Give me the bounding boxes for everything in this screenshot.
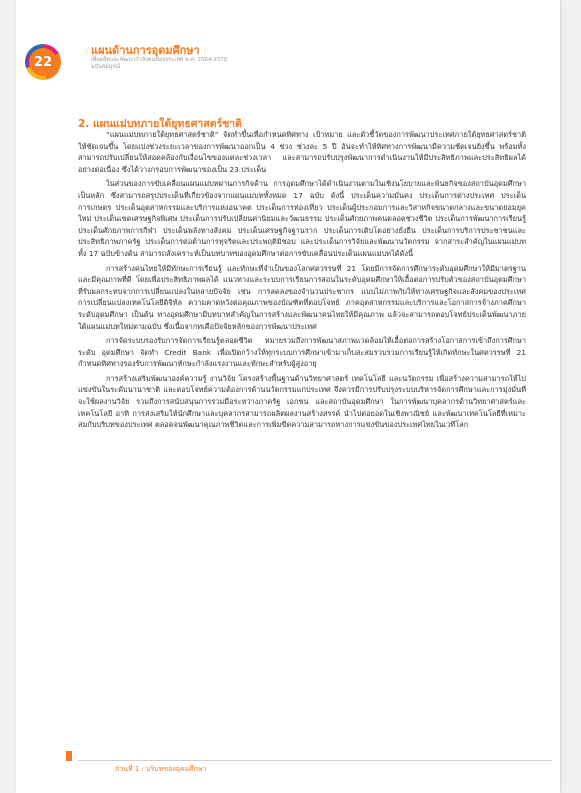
header-subtitle-line2: ฉบับสมบูรณ์ <box>91 64 121 70</box>
paragraph: การสร้างคนไทยให้มีทักษะการเรียนรู้ และทักษะที่จำเป็นของโลกศตวรรษที่ 21 โดยมีการจัดการศึกษาระดับอุดมศึกษาให้มีมาตรฐานและมีคุณภาพที่ดี โดยเพื่อประสิทธิภาพผลได้ แนวทางและระบบการเรียนการสอนในระดับอุดมศึกษาให้เอื้อต่อการปรับตัวของสถาบันอุดมศึกษาที่รับผลกระทบจากการเปลี่ยนแปลงในหลายปัจจัย เช่น การลดลงของจำนวนประชากร แบบไม่ภาพกับให้ทางเศรษฐกิจและสังคมของประเทศ การเปลี่ยนแปลงเทคโนโลยีดิจิทัล ความคาดหวังต่อคุณภาพของบัณฑิตที่ตอบโจทย์ ภาคอุตสาหกรรมและบริการและโอกาสการจ้างภาคศึกษาระดับอุดมศึกษา เป็นต้น ทางอุดมศึกษามีบทบาทสำคัญในการสร้างและพัฒนาคนไทยให้มีคุณภาพ แล้วจะสามารถตอบโจทย์ประเด็นพัฒนาภายใต้แผนแม่บทใหม่ตามฉบับ ซึ่งเนื้อจากทเคือปัจจัยหลักของการพัฒนาประเทศ <box>78 263 526 331</box>
document-page <box>16 0 560 793</box>
footer-divider <box>78 760 552 761</box>
paragraph: ในส่วนของการขับเคลื่อนแผนแม่บทผ่านภารกิจด้าน การอุดมศึกษาได้ดำเนินงานตามในเชิงนโยบายและพันธกิจของสถาบันอุดมศึกษาเป็นหลัก ซึ่งสามารถสรุปประเด็นที่เกี่ยวข้องจากแผนแม่บททั้งหมด 17 ฉบับ ดังนี้ ประเด็นความมั่นคง ประเด็นการต่างประเทศ ประเด็นการเกษตร ประเด็นอุตสาหกรรมและบริการแห่งอนาคต ประเด็นการท่องเที่ยว ประเด็นผู้ประกอบการและวิสาหกิจขนาดกลางและขนาดย่อมยุคใหม่ ประเด็นเขตเศรษฐกิจพิเศษ ประเด็นการปรับเปลี่ยนค่านิยมและวัฒนธรรม ประเด็นศักยภาพคนตลอดช่วงชีวิต ประเด็นการพัฒนาการเรียนรู้ ประเด็นศักยภาพการกีฬา ประเด็นพลังทางสังคม ประเด็นเศรษฐกิจฐานราก ประเด็นการเติบโตอย่างยั่งยืน ประเด็นการบริการประชาชนและประสิทธิภาพภาครัฐ ประเด็นการต่อต้านการทุจริตและประพฤติมิชอบ และประเด็นการวิจัยและพัฒนานวัตกรรม จากสาระสำคัญในแผนแม่บททั้ง 17 ฉบับข้างต้น สามารถสังเคราะห์เป็นบทบาทของอุดมศึกษาต่อการขับเคลื่อนประเด็นแผนแม่บทได้ดังนี้ <box>78 179 526 258</box>
paragraph: การจัดระบบรองรับการจัดการเรียนรู้ตลอดชีวิต หมายรวมถึงการพัฒนาสภาพแวดล้อมให้เอื้อต่อการสร้างโอกาสการเข้าถึงการศึกษาระดับ อุดมศึกษา จัดทำ Credit Bank เพื่อเปิดกว้างให้ทุกระบบการศึกษาเข้ามาเก็บสะสมรวบรวมการเรียนรู้ให้เกิดทักษะในศตวรรษที่ 21 กำหนดทิศทางรองรับการพัฒนาทักษะกำลังแรงงานและทักษะสำหรับผู้สูงอายุ <box>78 336 526 369</box>
paragraph: “แผนแม่บทภายใต้ยุทธศาสตร์ชาติ” จัดทำขึ้นเพื่อกำหนดทิศทาง เป้าหมาย และตัวชี้วัดของการพัฒนาประเทศภายใต้ยุทธศาสตร์ชาติให้ชัดเจนขึ้น โดยแบ่งช่วงระยะเวลาของการพัฒนาออกเป็น 4 ช่วง ช่วงละ 5 ปี อันจะทำให้ทิศทางการพัฒนามีความชัดเจนยิ่งขึ้น พร้อมทั้ง สามารถปรับเปลี่ยนให้สอดคล้องกับเงื่อนไขของแต่ละช่วงเวลา และสามารถปรับปรุงพัฒนาการดำเนินงานให้มีประสิทธิภาพและประสิทธิผลได้อย่างต่อเนื่อง ซึ่งได้วางกรอบการพัฒนาของเป็น 23 ประเด็น <box>78 130 526 174</box>
paragraph: การสร้างเสริมพัฒนาองค์ความรู้ งานวิจัย โครงสร้างพื้นฐานด้านวิทยาศาสตร์ เทคโนโลยี และนวัตกรรม เพื่อสร้างความสามารถให้ไปแข่งขันในระดับนานาชาติ และตอบโจทย์ความต้องการด้านนวัตกรรมแก่ประเทศ จึงควรมีการปรับปรุงระบบบริหารจัดการศึกษาและการมุ่งมั่นที่จะใช้ผลงานวิจัย รวมถึงการสนับสนุนการร่วมมือระหว่างภาครัฐ เอกชน และสถาบันอุดมศึกษา ในการพัฒนาบุคลากรด้านวิทยาศาสตร์และเทคโนโลยี อาทิ การส่งเสริมให้นักศึกษาและบุคลากรสามารถผลิตผลงานสร้างสรรค์ นำไปต่อยอดในเชิงพาณิชย์ และพัฒนาเทคโนโลยีที่เหมาะสมกับบริบทของประเทศ ตลอดจนพัฒนาคุณภาพชีวิตและการเพิ่มขีดความสามารถทางการแข่งขันของประเทศไทยในเวทีโลก <box>78 373 526 430</box>
running-header <box>91 44 227 71</box>
section-title: 2. แผนแม่บทภายใต้ยุทธศาสตร์ชาติ <box>78 118 242 130</box>
page-number: 22 <box>29 48 57 76</box>
page-number-badge <box>25 44 61 80</box>
header-subtitle-line1: เพื่อผลิตและพัฒนากำลังคนของประเทศ พ.ศ. 2564-2570 <box>91 57 228 63</box>
footer-section-label: ส่วนที่ 1 : บริบทของอุดมศึกษา <box>115 765 207 773</box>
body-text <box>78 129 526 434</box>
header-title: แผนด้านการอุดมศึกษา <box>91 44 200 57</box>
footer-marker <box>66 751 72 761</box>
